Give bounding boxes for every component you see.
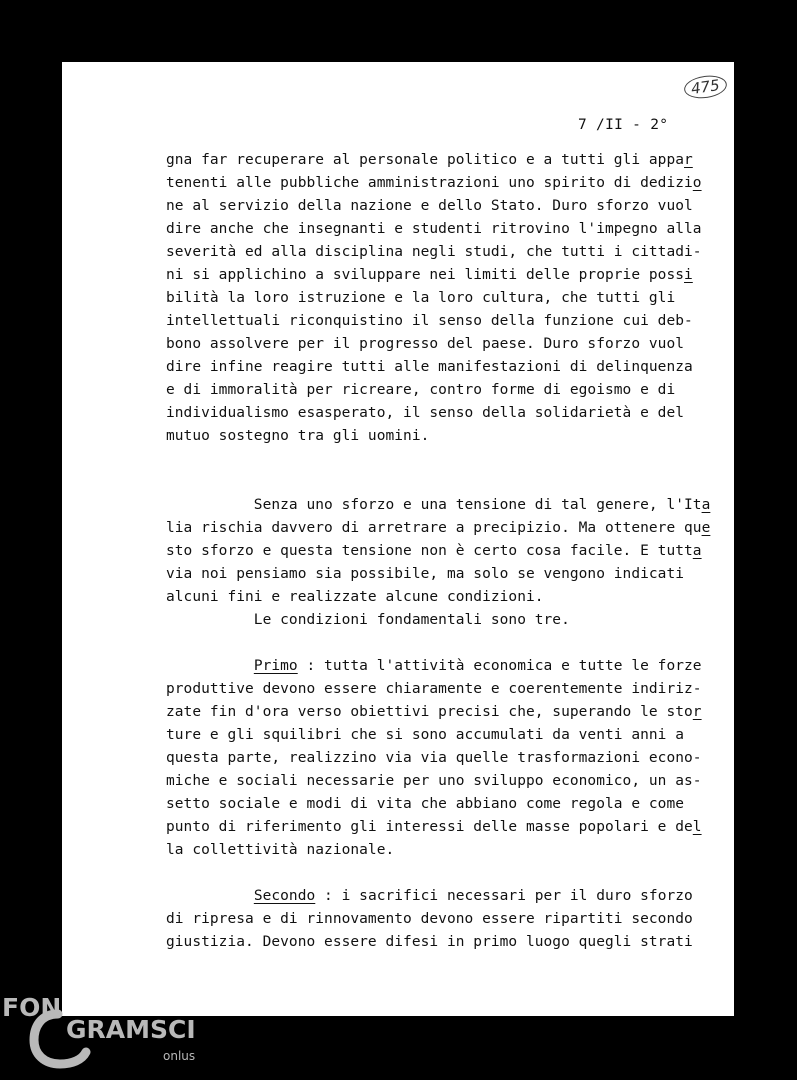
line-text: setto sociale e modi di vita che abbiano come regola e come: [166, 796, 685, 812]
text-line: [166, 563, 706, 586]
line-text-tail: : tutta l'attività economica e tutte le forze: [297, 658, 702, 674]
text-line: [166, 770, 706, 793]
line-text: punto di riferimento gli interessi delle masse popolari e de: [166, 819, 693, 835]
text-line: [166, 494, 711, 517]
line-text: [166, 658, 254, 674]
text-line: [166, 172, 706, 195]
line-text: dire infine reagire tutti alle manifestazioni di delinquenza: [166, 359, 693, 375]
line-text: miche e sociali necessarie per uno sviluppo economico, un as-: [166, 773, 702, 789]
text-line: [166, 655, 706, 678]
text-line: [166, 678, 706, 701]
underlined-text: r: [684, 152, 693, 168]
paragraph-block-3: [166, 655, 706, 862]
page-reference: 7 /II - 2°: [578, 117, 669, 133]
line-text: tenenti alle pubbliche amministrazioni uno spirito di dedizi: [166, 175, 693, 191]
line-text: ni si applichino a sviluppare nei limiti delle proprie poss: [166, 267, 685, 283]
line-text: sto sforzo e questa tensione non è certo cosa facile. E tutt: [166, 543, 693, 559]
text-line: [166, 264, 706, 287]
line-text-tail: : i sacrifici necessari per il duro sforzo: [315, 888, 693, 904]
text-line: [166, 310, 706, 333]
line-text: intellettuali riconquistino il senso della funzione cui deb-: [166, 313, 693, 329]
text-line: [166, 793, 706, 816]
line-text: alcuni fini e realizzate alcune condizioni.: [166, 589, 544, 605]
line-text: bono assolvere per il progresso del paese. Duro sforzo vuol: [166, 336, 685, 352]
text-line: [166, 356, 706, 379]
text-line: [166, 333, 706, 356]
line-text: questa parte, realizzino via via quelle trasformazioni econo-: [166, 750, 702, 766]
logo-text-onlus: onlus: [163, 1049, 196, 1063]
text-line: [166, 287, 706, 310]
underlined-text: a: [692, 543, 702, 559]
text-line: [166, 908, 706, 931]
text-line: [166, 425, 706, 448]
text-line: [166, 402, 706, 425]
fondazione-gramsci-logo: [0, 992, 230, 1080]
underlined-text: e: [701, 520, 711, 536]
archive-number: 475: [683, 73, 728, 101]
line-text: lia rischia davvero di arretrare a precipizio. Ma ottenere qu: [166, 520, 702, 536]
text-line: [166, 609, 706, 632]
line-text: produttive devono essere chiaramente e coerentemente indiriz-: [166, 681, 702, 697]
text-line: [166, 540, 706, 563]
text-line: [166, 885, 706, 908]
text-line: [166, 701, 706, 724]
line-text: via noi pensiamo sia possibile, ma solo se vengono indicati: [166, 566, 685, 582]
paragraph-block-4: [166, 885, 706, 954]
line-text: ture e gli squilibri che si sono accumulati da venti anni a: [166, 727, 685, 743]
line-text: e di immoralità per ricreare, contro forme di egoismo e di: [166, 382, 676, 398]
logo-text-fon: FON: [2, 993, 62, 1022]
text-line: [166, 218, 706, 241]
line-text: dire anche che insegnanti e studenti ritrovino l'impegno alla: [166, 221, 702, 237]
line-text: zate fin d'ora verso obiettivi precisi che, superando le sto: [166, 704, 693, 720]
document-page: [62, 62, 734, 1016]
paragraph-block-2: [166, 494, 711, 632]
underlined-text: o: [692, 175, 702, 191]
line-text: bilità la loro istruzione e la loro cultura, che tutti gli: [166, 290, 676, 306]
paragraph-block-1: [166, 149, 706, 448]
line-text: la collettività nazionale.: [166, 842, 395, 858]
line-text: severità ed alla disciplina negli studi, che tutti i cittadi-: [166, 244, 702, 260]
line-text: [166, 888, 254, 904]
underlined-text: Primo: [253, 658, 298, 674]
text-line: [166, 586, 706, 609]
underlined-text: Secondo: [253, 888, 316, 904]
line-text: Le condizioni fondamentali sono tre.: [166, 612, 570, 628]
line-text: giustizia. Devono essere difesi in primo luogo quegli strati: [166, 934, 693, 950]
text-line: [166, 149, 706, 172]
text-line: [166, 747, 706, 770]
text-line: [166, 724, 706, 747]
underlined-text: a: [701, 497, 711, 513]
line-text: gna far recuperare al personale politico e a tutti gli appa: [166, 152, 685, 168]
line-text: di ripresa e di rinnovamento devono essere ripartiti secondo: [166, 911, 693, 927]
text-line: [166, 931, 706, 954]
text-line: [166, 195, 706, 218]
underlined-text: l: [692, 819, 702, 835]
line-text: mutuo sostegno tra gli uomini.: [166, 428, 430, 444]
text-line: [166, 839, 706, 862]
logo-text-gramsci: GRAMSCI: [66, 1015, 196, 1044]
line-text: Senza uno sforzo e una tensione di tal genere, l'It: [166, 497, 702, 513]
text-line: [166, 816, 706, 839]
underlined-text: i: [684, 267, 693, 283]
text-line: [166, 517, 711, 540]
line-text: ne al servizio della nazione e dello Stato. Duro sforzo vuol: [166, 198, 693, 214]
text-line: [166, 379, 706, 402]
text-line: [166, 241, 706, 264]
line-text: individualismo esasperato, il senso della solidarietà e del: [166, 405, 685, 421]
underlined-text: r: [692, 704, 702, 720]
